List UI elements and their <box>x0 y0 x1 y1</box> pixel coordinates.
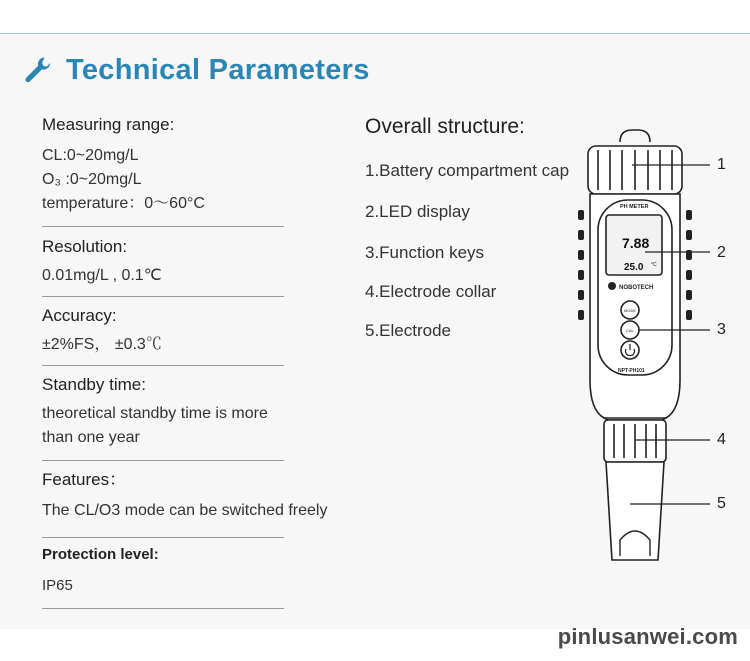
model-label: NPT-PH101 <box>618 368 645 374</box>
top-band <box>0 0 750 34</box>
reading-main: 7.88 <box>622 235 650 251</box>
part-label: 4.Electrode collar <box>365 282 497 301</box>
spec-accuracy <box>42 305 284 357</box>
page-title: Technical Parameters <box>66 53 370 86</box>
spec-label: Standby time: <box>42 375 146 394</box>
part-label: 3.Function keys <box>365 243 485 262</box>
spec-value: than one year <box>42 429 140 446</box>
hang-loop <box>620 130 650 142</box>
spec-value: CL:0~20mg/L <box>42 147 139 164</box>
part-label: 1.Battery compartment cap <box>365 161 570 180</box>
part-label: 2.LED display <box>365 202 470 221</box>
temp-unit: °C <box>651 262 657 268</box>
callout-3: 3 <box>717 321 726 338</box>
brand-name: NOBOTECH <box>619 285 654 291</box>
battery-cap <box>588 146 682 194</box>
spec-resolution <box>42 236 284 288</box>
cal-button-label: CAL <box>626 328 634 333</box>
reading-temp: 25.0 <box>624 262 644 273</box>
divider <box>42 296 284 297</box>
spec-protection-level <box>42 544 284 598</box>
divider <box>42 537 284 538</box>
divider <box>42 608 284 609</box>
part-label: 5.Electrode <box>365 321 451 340</box>
spec-label: Protection level: <box>42 546 159 563</box>
spec-label: Accuracy: <box>42 306 117 325</box>
structure-heading: Overall structure: <box>365 115 525 138</box>
spec-label: Features： <box>42 470 127 489</box>
spec-value: 0.01mg/L , 0.1℃ <box>42 267 162 284</box>
spec-measuring-range <box>42 114 284 216</box>
electrode-collar <box>604 420 666 462</box>
meter-label: PH METER <box>620 204 649 210</box>
callout-2: 2 <box>717 244 726 261</box>
meter-illustration <box>560 120 710 580</box>
spec-standby-time <box>42 374 284 450</box>
spec-features <box>42 469 328 523</box>
callout-5: 5 <box>717 495 726 512</box>
spec-label: Resolution: <box>42 237 128 256</box>
watermark: pinlusanwei.com <box>557 624 738 649</box>
section-header <box>22 50 370 90</box>
divider <box>42 460 284 461</box>
brand-logo <box>608 282 616 290</box>
spec-value: temperature：0〜60°C <box>42 195 205 212</box>
mode-button-label: MODE <box>624 308 636 313</box>
spec-value: O₃ :0~20mg/L <box>42 171 142 188</box>
divider <box>42 226 284 227</box>
spec-value: The CL/O3 mode can be switched freely <box>42 502 328 519</box>
wrench-icon <box>22 55 52 85</box>
callout-4: 4 <box>717 431 726 448</box>
callout-1: 1 <box>717 156 726 173</box>
spec-label: Measuring range: <box>42 115 175 134</box>
spec-value: theoretical standby time is more <box>42 405 268 422</box>
electrode <box>606 462 664 560</box>
spec-value: IP65 <box>42 577 73 594</box>
spec-value: ±2%FS， ±0.3℃ <box>42 336 162 353</box>
divider <box>42 365 284 366</box>
